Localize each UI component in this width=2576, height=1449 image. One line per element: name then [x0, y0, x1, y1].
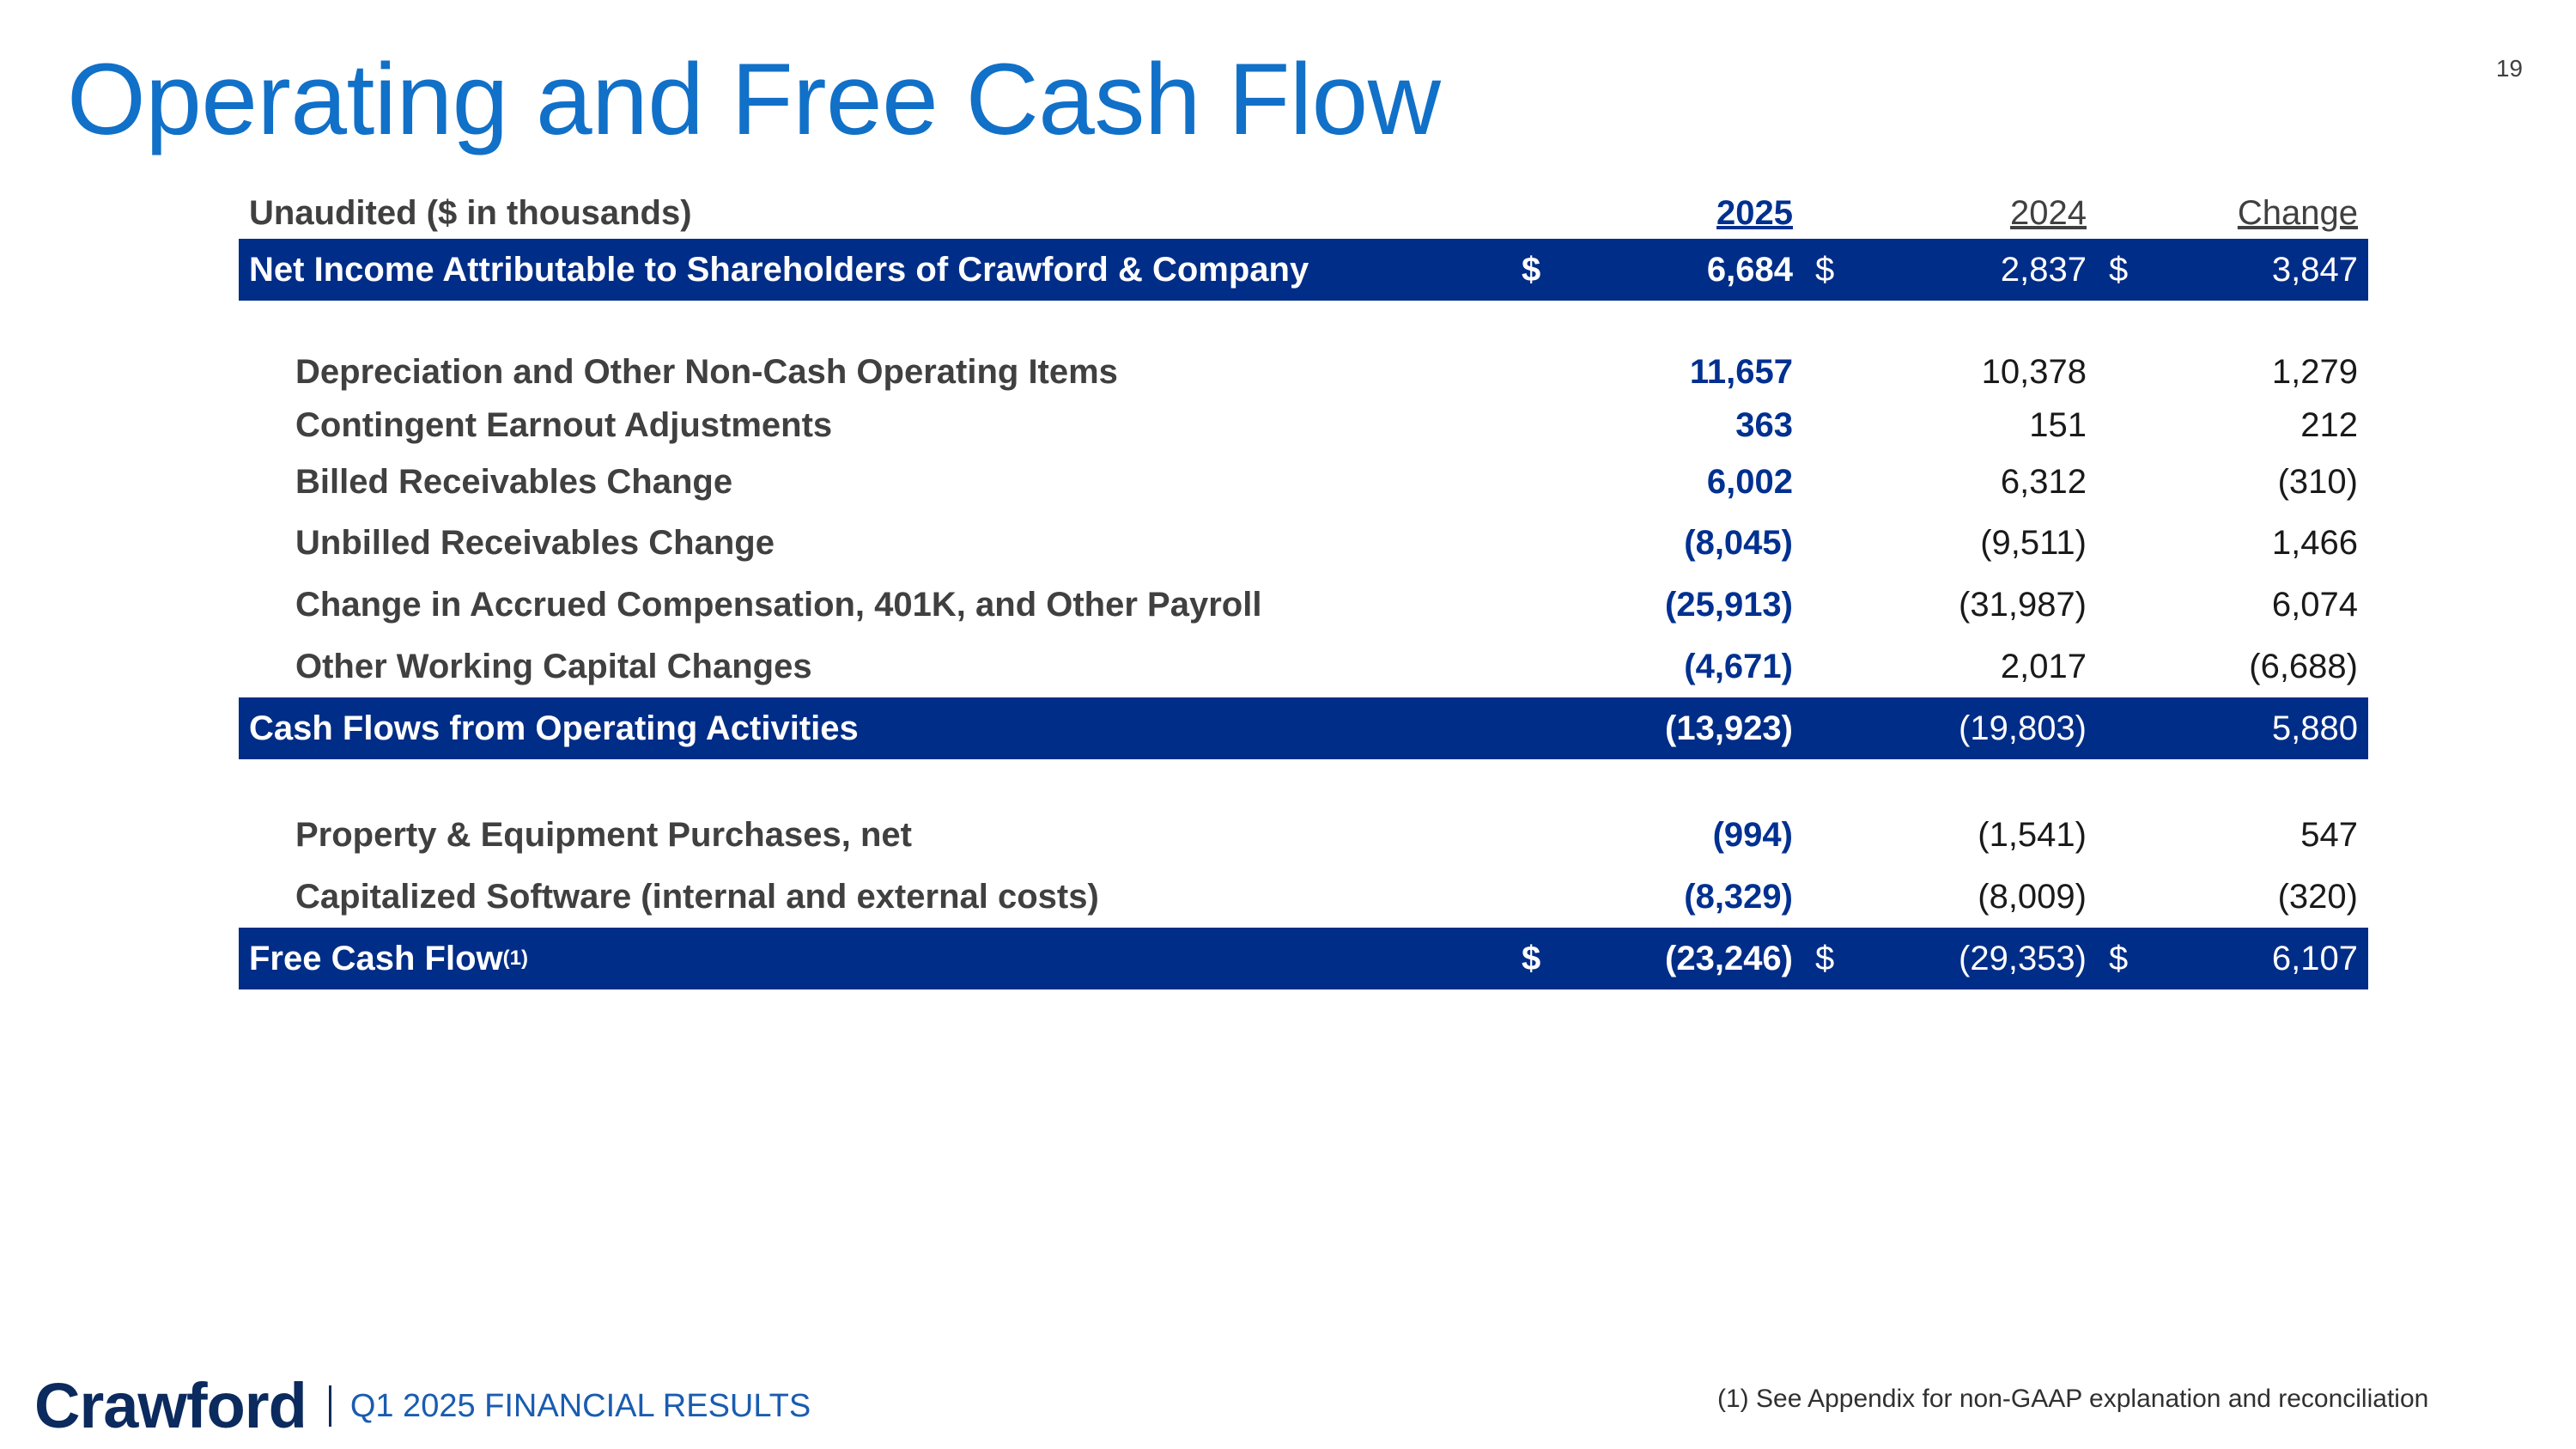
value-2024: (31,987)	[1959, 585, 2087, 624]
value-2024: 2,017	[2000, 647, 2087, 685]
row-label: Billed Receivables Change	[295, 462, 733, 501]
value-2024: (1,541)	[1978, 815, 2087, 854]
currency-symbol: $	[1815, 939, 1835, 977]
row-label: Property & Equipment Purchases, net	[295, 815, 912, 854]
value-change: 6,074	[2271, 585, 2358, 624]
value-2025: (13,923)	[1665, 709, 1793, 747]
table-header-row	[239, 187, 2368, 239]
row-label: Change in Accrued Compensation, 401K, and Other Payroll	[295, 585, 1262, 624]
value-change: 212	[2300, 405, 2358, 444]
value-change: 1,279	[2271, 352, 2358, 391]
table-units-label: Unaudited ($ in thousands)	[249, 193, 692, 232]
table-row	[239, 452, 2368, 512]
value-2024: 2,837	[2000, 250, 2087, 289]
currency-symbol: $	[1522, 250, 1541, 289]
currency-symbol: $	[2109, 250, 2129, 289]
value-2024: (9,511)	[1980, 523, 2087, 562]
value-2024: (29,353)	[1959, 939, 2087, 977]
value-change: 6,107	[2271, 939, 2358, 977]
value-2025: (8,329)	[1684, 877, 1793, 916]
value-2025: (994)	[1712, 815, 1793, 854]
row-label: Contingent Earnout Adjustments	[295, 405, 833, 444]
row-label: Net Income Attributable to Shareholders of Crawford & Company	[249, 250, 1309, 289]
operating-cash-flow-row	[239, 697, 2368, 759]
value-2025: 6,684	[1706, 250, 1793, 289]
value-2025: 363	[1735, 405, 1793, 444]
value-change: (320)	[2277, 877, 2358, 916]
value-change: 1,466	[2271, 523, 2358, 562]
row-spacer	[239, 301, 2368, 345]
row-label: Cash Flows from Operating Activities	[249, 709, 859, 747]
value-2024: 151	[2029, 405, 2087, 444]
currency-symbol: $	[2109, 939, 2129, 977]
row-label: Other Working Capital Changes	[295, 647, 812, 685]
row-spacer	[239, 759, 2368, 804]
value-2025: 11,657	[1689, 352, 1793, 391]
crawford-logo: Crawford	[34, 1370, 307, 1441]
table-row	[239, 804, 2368, 866]
footnote: (1) See Appendix for non-GAAP explanation and reconciliation	[1717, 1385, 2429, 1413]
footer-divider	[329, 1385, 331, 1427]
row-label: Free Cash Flow (1)	[249, 939, 528, 977]
table-row	[239, 399, 2368, 452]
table-row	[239, 574, 2368, 636]
page-number: 19	[2495, 55, 2523, 82]
table-row	[239, 866, 2368, 928]
table-row	[239, 345, 2368, 399]
value-2024: (8,009)	[1978, 877, 2087, 916]
value-2025: (25,913)	[1665, 585, 1793, 624]
value-change: 5,880	[2271, 709, 2358, 747]
currency-symbol: $	[1815, 250, 1835, 289]
footer	[34, 1370, 811, 1441]
currency-symbol: $	[1522, 939, 1541, 977]
value-change: 3,847	[2271, 250, 2358, 289]
column-header-change: Change	[2237, 193, 2358, 232]
column-header-2025: 2025	[1716, 193, 1793, 232]
value-2025: (8,045)	[1684, 523, 1793, 562]
value-2024: 10,378	[1981, 352, 2087, 391]
value-change: (6,688)	[2249, 647, 2358, 685]
cash-flow-table	[239, 187, 2368, 989]
value-change: 547	[2300, 815, 2358, 854]
row-label: Unbilled Receivables Change	[295, 523, 775, 562]
row-label: Capitalized Software (internal and external costs)	[295, 877, 1099, 916]
value-2025: (23,246)	[1665, 939, 1793, 977]
row-label: Depreciation and Other Non-Cash Operating Items	[295, 352, 1118, 391]
free-cash-flow-row	[239, 928, 2368, 989]
slide-title: Operating and Free Cash Flow	[67, 43, 1441, 156]
value-2024: (19,803)	[1959, 709, 2087, 747]
table-row	[239, 636, 2368, 697]
value-2024: 6,312	[2000, 462, 2087, 501]
column-header-2024: 2024	[2010, 193, 2087, 232]
value-2025: 6,002	[1706, 462, 1793, 501]
table-row	[239, 512, 2368, 574]
footer-caption: Q1 2025 FINANCIAL RESULTS	[349, 1387, 811, 1424]
net-income-row	[239, 239, 2368, 301]
value-2025: (4,671)	[1684, 647, 1793, 685]
value-change: (310)	[2277, 462, 2358, 501]
